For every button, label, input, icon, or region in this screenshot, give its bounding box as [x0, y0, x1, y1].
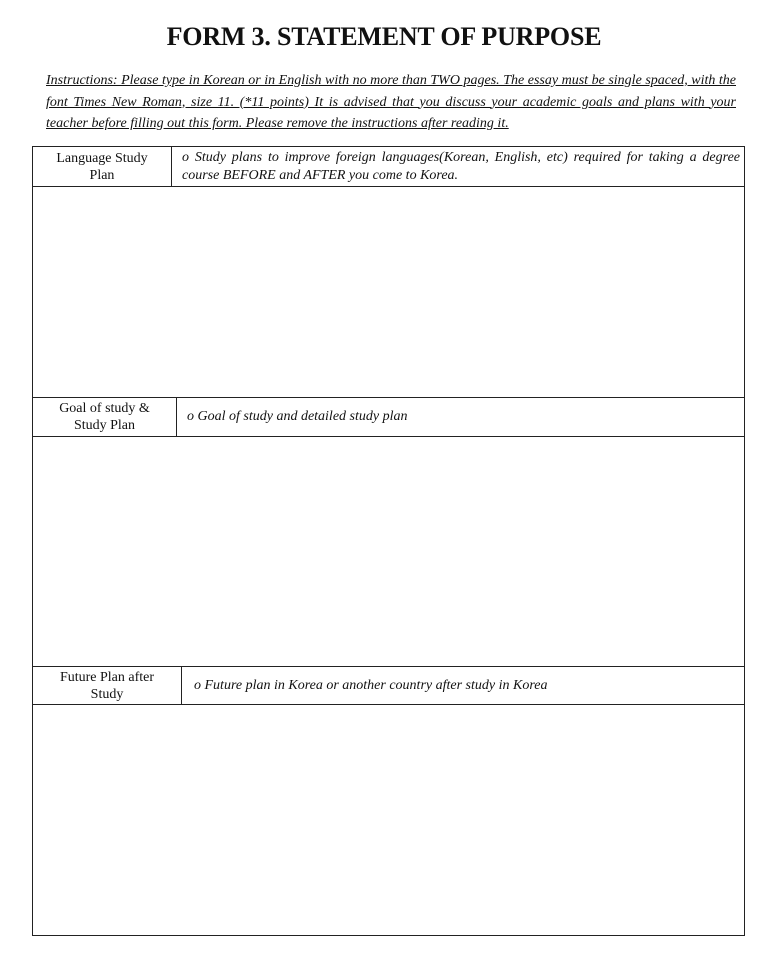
section-description-cell [172, 147, 744, 186]
section-label: Language Study Plan [56, 150, 148, 183]
section-label-cell [33, 147, 172, 186]
section-label-cell [33, 398, 177, 436]
section-description-cell [177, 398, 744, 436]
section-description: o Study plans to improve foreign languages(Korean, English, etc) required for taking a degree course BEFORE and AFTER you come to Korea. [182, 149, 740, 183]
answer-area-goal-of-study[interactable] [33, 437, 744, 667]
section-header-future-plan [33, 667, 744, 705]
section-label: Goal of study & Study Plan [59, 401, 150, 433]
statement-form-table [32, 146, 745, 936]
section-description-cell [182, 667, 744, 704]
section-description: o Future plan in Korea or another country after study in Korea [194, 677, 548, 693]
section-description: o Goal of study and detailed study plan [187, 409, 408, 424]
form-title: FORM 3. STATEMENT OF PURPOSE [166, 22, 602, 51]
section-label-cell [33, 667, 182, 704]
section-header-goal-of-study [33, 398, 744, 437]
section-header-language-study [33, 147, 744, 187]
answer-area-language-study[interactable] [33, 187, 744, 398]
section-label: Future Plan after Study [59, 669, 155, 702]
instructions-text: Instructions: Please type in Korean or in English with no more than TWO pages. The essay must be single spaced, with the font Times New Roman, size 11. (*11 points) It is advised that you discuss your academic goals and plans with your teacher before filling out this form. Please remove the instructions after reading it. [46, 73, 736, 131]
answer-area-future-plan[interactable] [33, 705, 744, 935]
